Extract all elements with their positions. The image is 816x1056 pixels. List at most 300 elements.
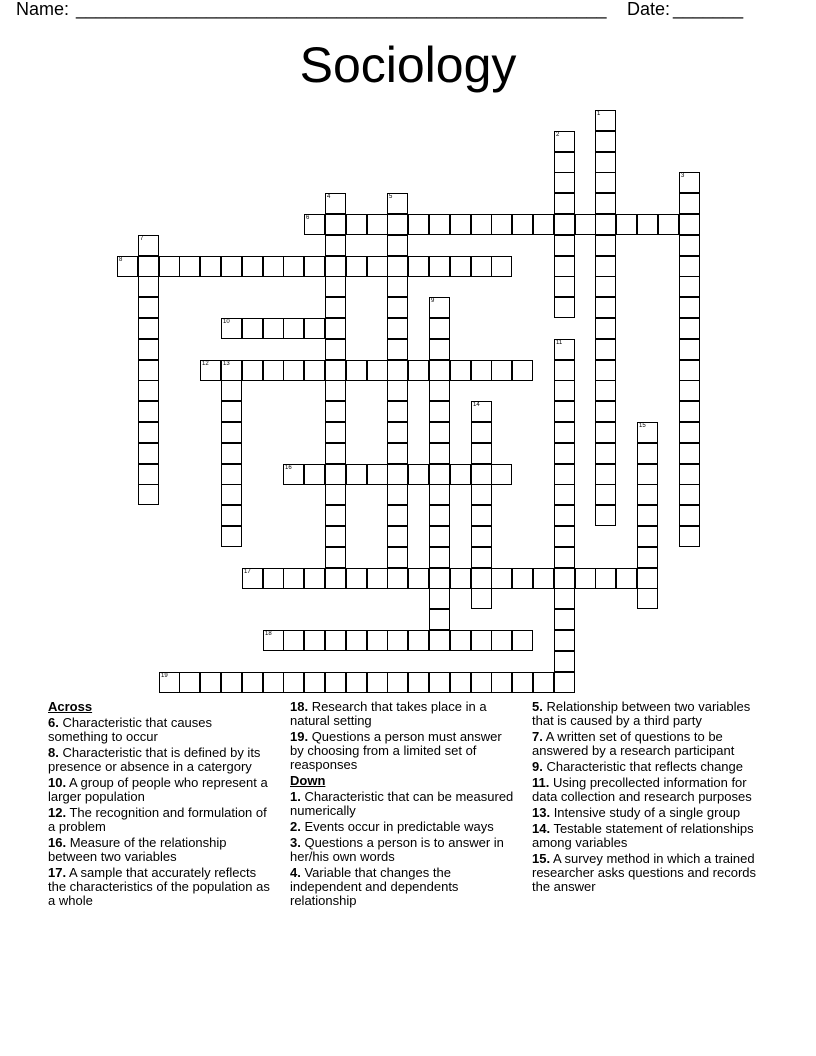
grid-cell[interactable] xyxy=(408,214,429,235)
grid-cell[interactable] xyxy=(221,318,242,339)
grid-cell[interactable] xyxy=(471,672,492,693)
clue-item-number: 1. xyxy=(290,789,301,804)
grid-cell[interactable] xyxy=(367,464,388,485)
grid-cell[interactable] xyxy=(637,484,658,505)
grid-cell[interactable] xyxy=(325,672,346,693)
grid-cell[interactable] xyxy=(554,131,575,152)
grid-cell[interactable] xyxy=(429,360,450,381)
grid-cell[interactable] xyxy=(575,214,596,235)
grid-cell[interactable] xyxy=(138,464,159,485)
grid-cell[interactable] xyxy=(387,464,408,485)
grid-cell[interactable] xyxy=(679,505,700,526)
grid-cell[interactable] xyxy=(325,276,346,297)
grid-cell[interactable] xyxy=(595,443,616,464)
clue-item-text: The recognition and formulation of a problem xyxy=(48,805,267,834)
grid-cell[interactable] xyxy=(367,568,388,589)
grid-cell[interactable] xyxy=(221,360,242,381)
grid-cell[interactable] xyxy=(595,505,616,526)
clue-item-text: Characteristic that causes something to occur xyxy=(48,715,213,744)
grid-cell[interactable] xyxy=(138,256,159,277)
grid-cell[interactable] xyxy=(346,256,367,277)
grid-cell[interactable] xyxy=(221,401,242,422)
grid-cell[interactable] xyxy=(554,339,575,360)
grid-cell[interactable] xyxy=(637,464,658,485)
grid-cell[interactable] xyxy=(679,339,700,360)
grid-cell[interactable] xyxy=(491,672,512,693)
grid-cell[interactable] xyxy=(408,630,429,651)
clue-item-number: 19. xyxy=(290,729,309,744)
grid-cell[interactable] xyxy=(387,505,408,526)
grid-cell[interactable] xyxy=(450,568,471,589)
clue-item-number: 5. xyxy=(532,699,543,714)
grid-cell[interactable] xyxy=(387,484,408,505)
grid-cell[interactable] xyxy=(554,276,575,297)
grid-cell[interactable] xyxy=(429,443,450,464)
grid-cell[interactable] xyxy=(595,380,616,401)
grid-cell[interactable] xyxy=(387,380,408,401)
grid-cell[interactable] xyxy=(367,256,388,277)
grid-cell[interactable] xyxy=(283,318,304,339)
grid-cell[interactable] xyxy=(325,297,346,318)
grid-cell[interactable] xyxy=(283,360,304,381)
grid-cell[interactable] xyxy=(512,630,533,651)
grid-cell[interactable] xyxy=(491,256,512,277)
grid-cell[interactable] xyxy=(595,256,616,277)
grid-cell[interactable] xyxy=(138,443,159,464)
grid-cell[interactable] xyxy=(595,276,616,297)
grid-cell[interactable] xyxy=(679,380,700,401)
grid-cell[interactable] xyxy=(554,651,575,672)
grid-cell[interactable] xyxy=(429,297,450,318)
grid-cell[interactable] xyxy=(554,152,575,173)
grid-cell[interactable] xyxy=(637,505,658,526)
name-field[interactable]: _____________________________________________________ xyxy=(76,0,607,19)
grid-cell[interactable] xyxy=(221,526,242,547)
grid-cell[interactable] xyxy=(346,214,367,235)
grid-cell[interactable] xyxy=(554,630,575,651)
grid-cell[interactable] xyxy=(595,484,616,505)
grid-cell[interactable] xyxy=(595,152,616,173)
grid-cell[interactable] xyxy=(554,443,575,464)
grid-cell[interactable] xyxy=(200,360,221,381)
grid-cell[interactable] xyxy=(242,256,263,277)
grid-cell[interactable] xyxy=(595,568,616,589)
grid-cell[interactable] xyxy=(304,630,325,651)
grid-cell[interactable] xyxy=(554,380,575,401)
grid-cell[interactable] xyxy=(637,214,658,235)
grid-cell[interactable] xyxy=(242,568,263,589)
grid-cell[interactable] xyxy=(533,214,554,235)
grid-cell[interactable] xyxy=(595,110,616,131)
grid-cell[interactable] xyxy=(471,568,492,589)
grid-cell[interactable] xyxy=(679,318,700,339)
grid-cell[interactable] xyxy=(221,380,242,401)
grid-cell[interactable] xyxy=(304,256,325,277)
grid-cell[interactable] xyxy=(325,630,346,651)
grid-cell[interactable] xyxy=(512,214,533,235)
clue-number: 18 xyxy=(265,631,272,637)
grid-cell[interactable] xyxy=(346,630,367,651)
grid-cell[interactable] xyxy=(554,568,575,589)
grid-cell[interactable] xyxy=(637,422,658,443)
date-label: Date: xyxy=(627,0,671,19)
clue-item-text: Characteristic that can be measured numerically xyxy=(290,789,514,818)
grid-cell[interactable] xyxy=(429,672,450,693)
grid-cell[interactable] xyxy=(325,193,346,214)
grid-cell[interactable] xyxy=(138,360,159,381)
grid-cell[interactable] xyxy=(471,443,492,464)
grid-cell[interactable] xyxy=(679,484,700,505)
clue-number: 16 xyxy=(285,465,292,471)
clue-item xyxy=(290,730,515,772)
clue-item-number: 6. xyxy=(48,715,59,730)
grid-cell[interactable] xyxy=(616,568,637,589)
grid-cell[interactable] xyxy=(679,401,700,422)
grid-cell[interactable] xyxy=(429,318,450,339)
grid-cell[interactable] xyxy=(304,464,325,485)
grid-cell[interactable] xyxy=(554,609,575,630)
grid-cell[interactable] xyxy=(554,464,575,485)
grid-cell[interactable] xyxy=(283,630,304,651)
grid-cell[interactable] xyxy=(325,380,346,401)
grid-cell[interactable] xyxy=(221,464,242,485)
grid-cell[interactable] xyxy=(367,630,388,651)
grid-cell[interactable] xyxy=(367,360,388,381)
grid-cell[interactable] xyxy=(346,672,367,693)
grid-cell[interactable] xyxy=(471,256,492,277)
grid-cell[interactable] xyxy=(200,256,221,277)
grid-cell[interactable] xyxy=(679,235,700,256)
grid-cell[interactable] xyxy=(283,672,304,693)
grid-cell[interactable] xyxy=(595,318,616,339)
grid-cell[interactable] xyxy=(242,318,263,339)
grid-cell[interactable] xyxy=(595,297,616,318)
grid-cell[interactable] xyxy=(325,422,346,443)
grid-cell[interactable] xyxy=(221,505,242,526)
grid-cell[interactable] xyxy=(450,464,471,485)
grid-cell[interactable] xyxy=(595,401,616,422)
clue-item xyxy=(290,790,515,818)
grid-cell[interactable] xyxy=(387,360,408,381)
grid-cell[interactable] xyxy=(491,630,512,651)
grid-cell[interactable] xyxy=(408,568,429,589)
grid-cell[interactable] xyxy=(387,422,408,443)
grid-cell[interactable] xyxy=(387,568,408,589)
grid-cell[interactable] xyxy=(138,380,159,401)
grid-cell[interactable] xyxy=(283,256,304,277)
grid-cell[interactable] xyxy=(387,339,408,360)
grid-cell[interactable] xyxy=(117,256,138,277)
grid-cell[interactable] xyxy=(595,131,616,152)
grid-cell[interactable] xyxy=(429,214,450,235)
grid-cell[interactable] xyxy=(325,214,346,235)
grid-cell[interactable] xyxy=(325,526,346,547)
grid-cell[interactable] xyxy=(138,401,159,422)
grid-cell[interactable] xyxy=(554,588,575,609)
grid-cell[interactable] xyxy=(679,276,700,297)
clue-column-2 xyxy=(290,700,515,910)
clue-item xyxy=(290,836,515,864)
grid-cell[interactable] xyxy=(221,256,242,277)
grid-cell[interactable] xyxy=(554,505,575,526)
grid-cell[interactable] xyxy=(471,422,492,443)
grid-cell[interactable] xyxy=(679,297,700,318)
grid-cell[interactable] xyxy=(304,318,325,339)
grid-cell[interactable] xyxy=(138,422,159,443)
grid-cell[interactable] xyxy=(179,256,200,277)
grid-cell[interactable] xyxy=(325,505,346,526)
grid-cell[interactable] xyxy=(471,526,492,547)
clue-item-number: 17. xyxy=(48,865,67,880)
grid-cell[interactable] xyxy=(346,360,367,381)
grid-cell[interactable] xyxy=(325,443,346,464)
grid-cell[interactable] xyxy=(242,360,263,381)
grid-cell[interactable] xyxy=(679,422,700,443)
grid-cell[interactable] xyxy=(325,339,346,360)
grid-cell[interactable] xyxy=(387,297,408,318)
grid-cell[interactable] xyxy=(387,214,408,235)
grid-cell[interactable] xyxy=(491,464,512,485)
clue-item xyxy=(48,866,273,908)
grid-cell[interactable] xyxy=(595,172,616,193)
grid-cell[interactable] xyxy=(325,484,346,505)
grid-cell[interactable] xyxy=(304,360,325,381)
grid-cell[interactable] xyxy=(429,380,450,401)
grid-cell[interactable] xyxy=(471,505,492,526)
clue-item-number: 10. xyxy=(48,775,67,790)
grid-cell[interactable] xyxy=(408,256,429,277)
grid-cell[interactable] xyxy=(595,235,616,256)
clue-item-number: 12. xyxy=(48,805,67,820)
grid-cell[interactable] xyxy=(263,360,284,381)
grid-cell[interactable] xyxy=(679,526,700,547)
grid-cell[interactable] xyxy=(450,214,471,235)
grid-cell[interactable] xyxy=(554,401,575,422)
grid-cell[interactable] xyxy=(138,276,159,297)
grid-cell[interactable] xyxy=(595,422,616,443)
grid-cell[interactable] xyxy=(387,630,408,651)
grid-cell[interactable] xyxy=(408,360,429,381)
grid-cell[interactable] xyxy=(138,235,159,256)
grid-cell[interactable] xyxy=(221,672,242,693)
grid-cell[interactable] xyxy=(387,256,408,277)
grid-cell[interactable] xyxy=(554,193,575,214)
grid-cell[interactable] xyxy=(429,484,450,505)
grid-cell[interactable] xyxy=(450,360,471,381)
grid-cell[interactable] xyxy=(200,672,221,693)
grid-cell[interactable] xyxy=(387,235,408,256)
grid-cell[interactable] xyxy=(283,464,304,485)
grid-cell[interactable] xyxy=(471,484,492,505)
grid-cell[interactable] xyxy=(263,630,284,651)
grid-cell[interactable] xyxy=(263,672,284,693)
clue-item xyxy=(532,806,760,820)
grid-cell[interactable] xyxy=(304,214,325,235)
grid-cell[interactable] xyxy=(367,214,388,235)
clue-item-number: 7. xyxy=(532,729,543,744)
grid-cell[interactable] xyxy=(429,568,450,589)
grid-cell[interactable] xyxy=(429,630,450,651)
grid-cell[interactable] xyxy=(658,214,679,235)
grid-cell[interactable] xyxy=(679,256,700,277)
grid-cell[interactable] xyxy=(595,193,616,214)
grid-cell[interactable] xyxy=(533,672,554,693)
grid-cell[interactable] xyxy=(429,422,450,443)
grid-cell[interactable] xyxy=(512,360,533,381)
grid-cell[interactable] xyxy=(429,256,450,277)
grid-cell[interactable] xyxy=(387,276,408,297)
grid-cell[interactable] xyxy=(346,568,367,589)
grid-cell[interactable] xyxy=(450,630,471,651)
grid-cell[interactable] xyxy=(325,568,346,589)
grid-cell[interactable] xyxy=(554,172,575,193)
grid-cell[interactable] xyxy=(679,360,700,381)
grid-cell[interactable] xyxy=(429,609,450,630)
clue-number: 7 xyxy=(140,236,144,242)
clue-item-text: A sample that accurately reflects the characteristics of the population as a whole xyxy=(48,865,270,908)
grid-cell[interactable] xyxy=(471,588,492,609)
grid-cell[interactable] xyxy=(679,172,700,193)
grid-cell[interactable] xyxy=(325,256,346,277)
grid-cell[interactable] xyxy=(387,318,408,339)
grid-cell[interactable] xyxy=(512,568,533,589)
grid-cell[interactable] xyxy=(679,464,700,485)
grid-cell[interactable] xyxy=(595,339,616,360)
clue-item-text: A group of people who represent a larger population xyxy=(48,775,268,804)
grid-cell[interactable] xyxy=(367,672,388,693)
clue-number: 3 xyxy=(681,173,685,179)
grid-cell[interactable] xyxy=(429,401,450,422)
clue-column-3 xyxy=(532,700,760,896)
grid-cell[interactable] xyxy=(138,318,159,339)
grid-cell[interactable] xyxy=(554,547,575,568)
grid-cell[interactable] xyxy=(554,214,575,235)
grid-cell[interactable] xyxy=(263,256,284,277)
grid-cell[interactable] xyxy=(304,672,325,693)
grid-cell[interactable] xyxy=(325,547,346,568)
grid-cell[interactable] xyxy=(554,422,575,443)
grid-cell[interactable] xyxy=(346,464,367,485)
grid-cell[interactable] xyxy=(554,526,575,547)
grid-cell[interactable] xyxy=(471,547,492,568)
grid-cell[interactable] xyxy=(325,360,346,381)
grid-cell[interactable] xyxy=(595,464,616,485)
grid-cell[interactable] xyxy=(575,568,596,589)
grid-cell[interactable] xyxy=(387,401,408,422)
grid-cell[interactable] xyxy=(242,672,263,693)
grid-cell[interactable] xyxy=(450,256,471,277)
clue-number: 8 xyxy=(119,257,123,263)
grid-cell[interactable] xyxy=(679,193,700,214)
clue-number: 15 xyxy=(639,423,646,429)
grid-cell[interactable] xyxy=(471,464,492,485)
grid-cell[interactable] xyxy=(491,214,512,235)
grid-cell[interactable] xyxy=(429,464,450,485)
clue-item xyxy=(290,700,515,728)
grid-cell[interactable] xyxy=(159,256,180,277)
grid-cell[interactable] xyxy=(138,297,159,318)
clue-item xyxy=(48,806,273,834)
grid-cell[interactable] xyxy=(304,568,325,589)
grid-cell[interactable] xyxy=(491,568,512,589)
clue-item xyxy=(532,822,760,850)
grid-cell[interactable] xyxy=(429,505,450,526)
grid-cell[interactable] xyxy=(408,672,429,693)
grid-cell[interactable] xyxy=(491,360,512,381)
grid-cell[interactable] xyxy=(637,547,658,568)
grid-cell[interactable] xyxy=(325,235,346,256)
grid-cell[interactable] xyxy=(554,672,575,693)
grid-cell[interactable] xyxy=(325,464,346,485)
down-heading: Down xyxy=(290,773,326,788)
grid-cell[interactable] xyxy=(429,588,450,609)
grid-cell[interactable] xyxy=(450,672,471,693)
clue-item-text: Measure of the relationship between two variables xyxy=(48,835,227,864)
grid-cell[interactable] xyxy=(616,214,637,235)
grid-cell[interactable] xyxy=(637,443,658,464)
grid-cell[interactable] xyxy=(221,422,242,443)
grid-cell[interactable] xyxy=(221,484,242,505)
grid-cell[interactable] xyxy=(387,443,408,464)
grid-cell[interactable] xyxy=(138,339,159,360)
grid-cell[interactable] xyxy=(471,360,492,381)
grid-cell[interactable] xyxy=(554,235,575,256)
clue-number: 12 xyxy=(202,361,209,367)
grid-cell[interactable] xyxy=(471,401,492,422)
grid-cell[interactable] xyxy=(283,568,304,589)
grid-cell[interactable] xyxy=(325,401,346,422)
grid-cell[interactable] xyxy=(554,484,575,505)
grid-cell[interactable] xyxy=(637,526,658,547)
grid-cell[interactable] xyxy=(387,547,408,568)
grid-cell[interactable] xyxy=(554,256,575,277)
grid-cell[interactable] xyxy=(408,464,429,485)
grid-cell[interactable] xyxy=(533,568,554,589)
clue-item xyxy=(48,776,273,804)
grid-cell[interactable] xyxy=(595,360,616,381)
grid-cell[interactable] xyxy=(595,214,616,235)
grid-cell[interactable] xyxy=(637,588,658,609)
grid-cell[interactable] xyxy=(325,318,346,339)
grid-cell[interactable] xyxy=(429,526,450,547)
grid-cell[interactable] xyxy=(471,630,492,651)
grid-cell[interactable] xyxy=(138,484,159,505)
grid-cell[interactable] xyxy=(512,672,533,693)
grid-cell[interactable] xyxy=(554,297,575,318)
grid-cell[interactable] xyxy=(221,443,242,464)
grid-cell[interactable] xyxy=(679,443,700,464)
clue-item xyxy=(48,836,273,864)
grid-cell[interactable] xyxy=(429,547,450,568)
clue-number: 1 xyxy=(597,111,601,117)
date-field[interactable]: _______ xyxy=(673,0,744,19)
grid-cell[interactable] xyxy=(679,214,700,235)
grid-cell[interactable] xyxy=(263,568,284,589)
grid-cell[interactable] xyxy=(387,193,408,214)
clue-item xyxy=(48,746,273,774)
grid-cell[interactable] xyxy=(387,672,408,693)
grid-cell[interactable] xyxy=(263,318,284,339)
grid-cell[interactable] xyxy=(179,672,200,693)
grid-cell[interactable] xyxy=(429,339,450,360)
clue-item xyxy=(532,852,760,894)
grid-cell[interactable] xyxy=(159,672,180,693)
grid-cell[interactable] xyxy=(387,526,408,547)
grid-cell[interactable] xyxy=(637,568,658,589)
grid-cell[interactable] xyxy=(471,214,492,235)
grid-cell[interactable] xyxy=(554,360,575,381)
clue-item-number: 13. xyxy=(532,805,551,820)
